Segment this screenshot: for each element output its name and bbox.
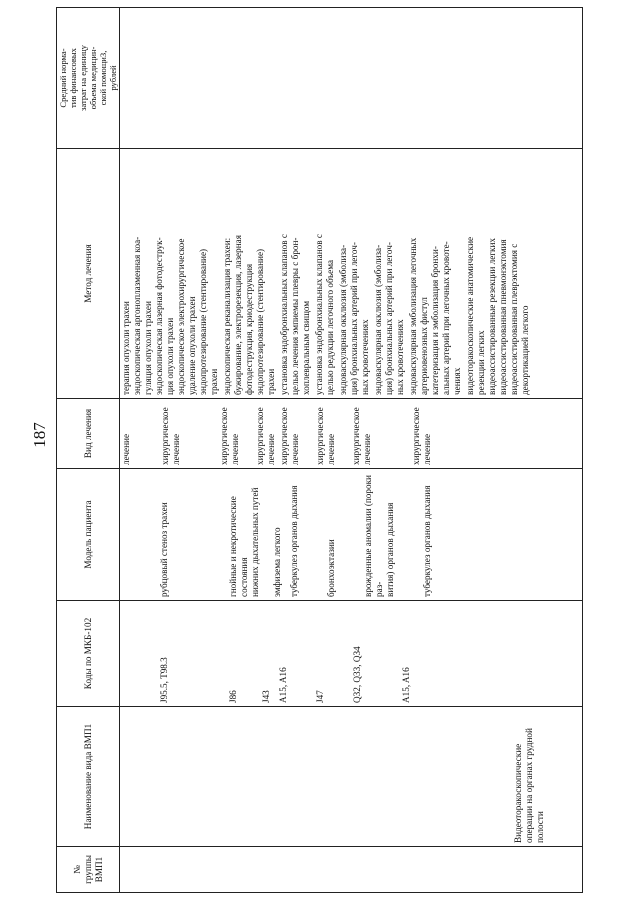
header-treatment-method: Метод лечения	[57, 149, 120, 399]
kind-item: лечение	[121, 433, 131, 465]
table-row	[120, 8, 583, 893]
header-treatment-kind: Вид лечения	[57, 399, 120, 469]
model-item: рубцовый стеноз трахеи	[159, 502, 169, 597]
cell-group-number	[120, 847, 583, 893]
header-vmp-name: Наименование вида ВМП1	[57, 707, 120, 847]
header-patient-model: Модель пациента	[57, 469, 120, 601]
method-item: эндоскопическая реканализация трахеи: бужирование, электрорезекция, лазерная фотодеструкция, криодеструкция эндопротезирование (стентирование) трахеи	[222, 235, 276, 395]
header-average-cost: Средний норма- тив финансовых затрат на единицу объема медицин- ской помощи3, рублей	[57, 8, 120, 149]
kind-item: хирургическое лечение	[279, 407, 300, 465]
method-item: видеоторакоскопические анатомические резекции легких видеоассистированные резекции легких видеоассистированная пневмонэктомия видеоассистированная плеврэктомия с декортикацией легкого	[465, 236, 530, 395]
header-group-number: № группы ВМП1	[57, 847, 120, 893]
method-item: установка эндобронхиальных клапанов с целью редукции легочного объема	[314, 234, 335, 395]
code-item: J47	[315, 690, 325, 703]
model-item: бронхоэктазии	[326, 539, 336, 597]
model-item: гнойные и некротические состояния нижних дыхательных путей	[228, 487, 260, 597]
header-icd-codes: Коды по МКБ-102	[57, 601, 120, 707]
vmp-name-text: Видеоторакоскопические операции на органах грудной полости	[513, 728, 545, 843]
kind-item: хирургическое лечение	[351, 407, 372, 465]
kind-item: хирургическое лечение	[160, 407, 181, 465]
rotated-table-container	[56, 8, 596, 893]
cell-icd-codes	[120, 601, 583, 707]
cell-treatment-method	[120, 149, 583, 399]
method-item: установка эндобронхиальных клапанов с целью лечения эмпиемы плевры с брон- хоплевральным свищом	[279, 234, 311, 395]
model-item: туберкулез органов дыхания	[289, 485, 299, 597]
code-item: A15, A16	[278, 667, 288, 703]
model-item: врожденные аномалии (пороки раз- вития) органов дыхания	[363, 475, 395, 597]
code-item: J43	[261, 690, 271, 703]
method-item: эндоваскулярная эмболизация легочных артериовенозных фистул катетеризация и эмболизация бронхи- альных артерий при легочных кровоте- чениях	[408, 237, 462, 395]
code-item: J95.5, T98.3	[159, 657, 169, 703]
cell-average-cost	[120, 8, 583, 149]
cell-vmp-name	[120, 707, 583, 847]
kind-item: хирургическое лечение	[219, 407, 240, 465]
method-item: эндоваскулярная окклюзия (эмболиза- ция) бронхиальных артерий при легоч- ных кровотечениях	[338, 242, 370, 395]
code-item: Q32, Q33, Q34	[352, 646, 362, 703]
kind-item: хирургическое лечение	[411, 407, 432, 465]
model-item: эмфизема легкого	[272, 527, 282, 597]
model-item: туберкулез органов дыхания	[422, 485, 432, 597]
cell-treatment-kind	[120, 399, 583, 469]
cell-patient-model	[120, 469, 583, 601]
kind-item: хирургическое лечение	[315, 407, 336, 465]
code-item: A15, A16	[401, 667, 411, 703]
method-item: эндоваскулярная окклюзия (эмболиза- ция) бронхиальных артерий при легоч- ных кровотечениях	[373, 242, 405, 395]
method-item: терапия опухоли трахеи эндоскопическая аргоноплазменная коа- гуляция опухоли трахеи эндоскопическая лазерная фотодеструк- ция опухоли трахеи эндоскопическое электрохирургическое удаление опухоли трахеи эндопротезирование (стентирование) трахеи	[121, 236, 219, 395]
code-item: J86	[228, 690, 238, 703]
kind-item: хирургическое лечение	[255, 407, 276, 465]
vmp-table	[56, 7, 583, 893]
page-number: 187	[30, 422, 49, 448]
